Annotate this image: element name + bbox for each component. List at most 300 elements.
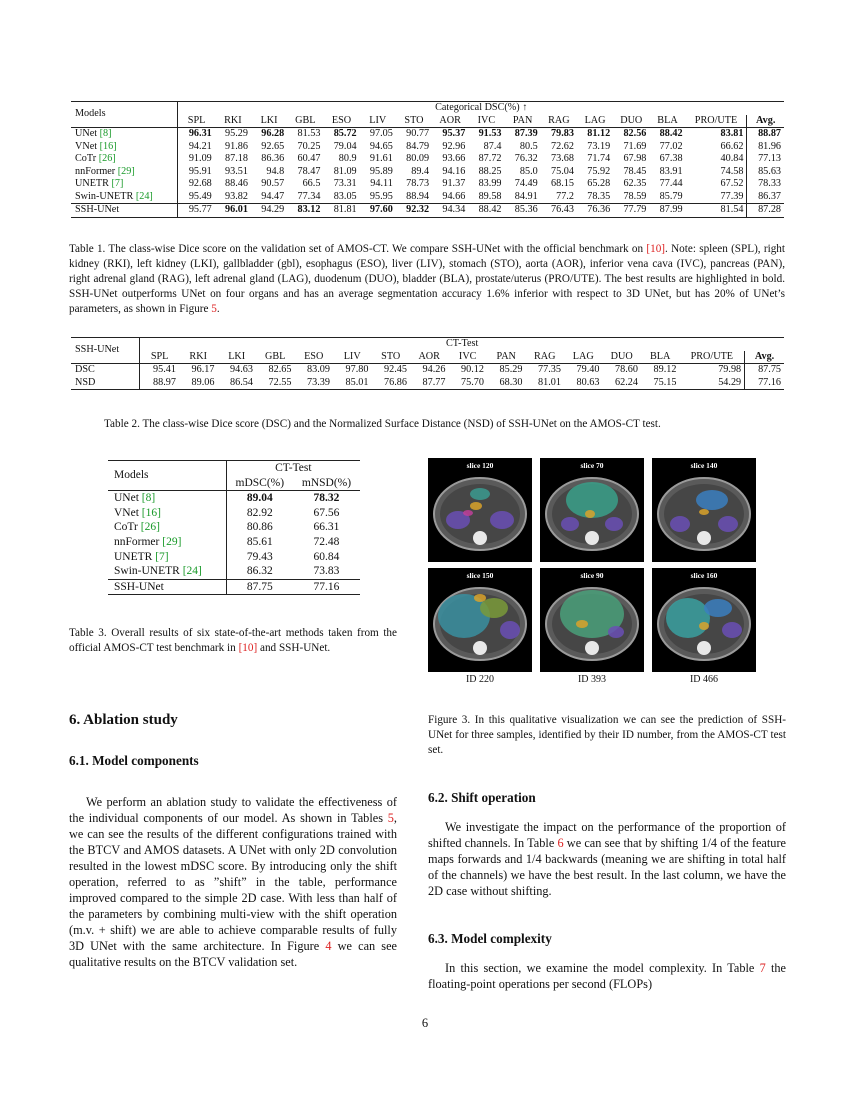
column-header: LKI [251, 115, 287, 128]
model-name: UNet [114, 492, 139, 505]
value-cell: 80.86 [246, 521, 273, 534]
value-cell: 72.48 [313, 535, 340, 548]
column-header: SPL [178, 115, 215, 128]
ct-slice-image [428, 458, 532, 562]
value-cell: 87.72 [478, 153, 502, 164]
model-cell [108, 491, 226, 506]
column-header: RAG [525, 351, 564, 364]
value-cell: 86.32 [246, 565, 273, 578]
citation-link[interactable]: [24] [135, 190, 153, 202]
value-cell: 86.54 [217, 377, 256, 390]
caption-text: . Note: spleen (SPL), right kidney (RKI), left kidney (LKI), gallbladder (gbl), esophagus (ESO), liver (LIV), stomach (STO), aorta (AOR), inferior vena cava (IVC), pancreas (PAN), right adrenal gland (RAG), left adrenal gland (LAG), duodenum (DUO), bladder (BLA), prostate/uterus (PRO/UTE). The best results are highlighted in bold. SSH-UNet outperforms UNet on four organs and has an average segmentation accuracy 1.6% inferior with respect to 3D UNet, but has 20% of UNet’s parameters, as shown in Figure [69, 243, 786, 315]
paragraph-text: We perform an ablation study to validate the effectiveness of the individual components of our model. As shown in Tables [69, 795, 397, 825]
value-cell: 72.62 [551, 140, 574, 152]
paragraph-shift-operation [428, 819, 786, 899]
model-name: UNet [75, 128, 98, 139]
column-header: BLA [641, 351, 680, 364]
model-cell [108, 564, 226, 579]
value-cell: 87.28 [747, 204, 784, 218]
value-cell: 73.31 [333, 178, 357, 189]
value-cell: 86.37 [747, 191, 784, 204]
table-row [108, 579, 360, 595]
value-cell: 77.02 [659, 140, 683, 152]
value-cell: 95.89 [369, 165, 393, 177]
model-cell [108, 579, 226, 595]
model-name: nnFormer [114, 535, 160, 548]
value-cell: 79.40 [576, 364, 600, 375]
value-cell: 76.43 [541, 204, 577, 218]
table-header-row [71, 102, 784, 115]
model-cell [71, 178, 178, 191]
metric-cell: NSD [71, 377, 140, 390]
table-row [71, 166, 784, 179]
model-name: VNet [114, 506, 139, 519]
value-cell: 80.5 [519, 140, 538, 152]
value-cell: 92.96 [442, 140, 466, 152]
value-cell: 83.05 [333, 190, 357, 202]
table-link[interactable]: 7 [759, 961, 766, 975]
value-cell: 89.06 [179, 377, 218, 390]
value-cell: 77.44 [659, 178, 683, 189]
value-cell: 94.66 [442, 190, 466, 202]
paragraph-text: , we can see the results of the different configurations trained with the BTCV and AMOS datasets. A UNet with only 2D convolution resulted in the lowest mDSC score. By introducing only the shift operation, referred to as ”shift” in the table, performance improved compared to the simple 2D case. With less than half of the parameters by combining multi-view with the shift operation (m.v. + shift) we are able to achieve comparable results of fully 3D UNet with the same architecture. In Figure [69, 811, 397, 953]
column-header: DUO [613, 115, 649, 128]
table-row [71, 153, 784, 166]
value-cell: 83.09 [307, 364, 330, 375]
value-cell: 71.74 [587, 153, 611, 164]
value-cell: 88.42 [659, 128, 683, 139]
value-cell: 94.8 [266, 165, 285, 177]
value-cell: 75.92 [587, 165, 611, 177]
value-cell: 88.97 [140, 377, 179, 390]
column-header: SPL [140, 351, 179, 364]
value-cell: 77.16 [293, 579, 360, 595]
value-cell: 96.31 [188, 128, 212, 139]
value-cell: 88.42 [468, 204, 504, 218]
slice-label: slice 160 [690, 571, 718, 580]
value-cell: 95.95 [369, 190, 393, 202]
model-cell [108, 520, 226, 535]
caption-text: Table 2. The class-wise Dice score (DSC) and the Normalized Surface Distance (NSD) of SSH-UNet on the AMOS-CT test. [104, 418, 661, 430]
column-header: mNSD(%) [293, 476, 360, 491]
table-row [71, 377, 784, 390]
column-header: ESO [323, 115, 359, 128]
model-name: Swin-UNETR [75, 190, 134, 202]
slice-label: slice 140 [690, 461, 718, 470]
page-number: 6 [421, 1016, 429, 1030]
value-cell: 75.70 [448, 377, 487, 390]
table-row [71, 204, 784, 218]
value-cell: 67.56 [313, 506, 340, 519]
value-cell: 85.36 [505, 204, 541, 218]
model-cell [108, 535, 226, 550]
value-cell: 91.37 [442, 178, 466, 189]
table-row [71, 364, 784, 377]
column-header: RAG [541, 115, 577, 128]
table-header-row [71, 338, 784, 351]
value-cell: 87.75 [745, 364, 784, 377]
value-cell: 60.47 [297, 153, 321, 164]
value-cell: 79.04 [333, 140, 357, 152]
paragraph-model-components [69, 794, 397, 970]
value-cell: 85.0 [519, 165, 538, 177]
value-cell: 94.16 [442, 165, 466, 177]
value-cell: 81.01 [525, 377, 564, 390]
column-header: mDSC(%) [226, 476, 293, 491]
value-cell: 95.77 [178, 204, 215, 218]
value-cell: 94.63 [230, 364, 253, 375]
citation-link[interactable]: [26] [140, 521, 160, 534]
value-cell: 85.61 [246, 535, 273, 548]
value-cell: 67.38 [659, 153, 683, 164]
citation-link[interactable]: [7] [111, 178, 124, 189]
value-cell: 97.80 [345, 364, 369, 375]
value-cell: 78.45 [623, 165, 647, 177]
value-cell: 88.46 [225, 178, 248, 189]
model-cell [108, 550, 226, 565]
citation-link[interactable]: [29] [117, 165, 135, 177]
value-cell: 85.72 [333, 128, 357, 139]
value-cell: 62.24 [602, 377, 641, 390]
column-header: IVC [448, 351, 487, 364]
value-cell: 80.63 [564, 377, 603, 390]
subsection-title: 6.1. Model components [69, 753, 199, 768]
paragraph-text: In this section, we examine the model complexity. In Table [445, 961, 760, 975]
value-cell: 78.35 [587, 190, 611, 202]
value-cell: 95.29 [225, 128, 248, 139]
column-header: ESO [294, 351, 333, 364]
table-row [71, 128, 784, 141]
models-header: Models [108, 461, 226, 491]
value-cell: 89.4 [411, 165, 430, 177]
citation-link[interactable]: [16] [141, 506, 161, 519]
value-cell: 86.36 [261, 153, 285, 164]
citation-link[interactable]: [8] [141, 492, 156, 505]
table-row [108, 550, 360, 565]
figure-3-caption [428, 713, 786, 758]
value-cell: 93.82 [225, 190, 248, 202]
column-header: RKI [215, 115, 251, 128]
slice-label: slice 150 [466, 571, 494, 580]
slice-label: slice 90 [580, 571, 604, 580]
metric-cell: DSC [71, 364, 140, 377]
value-cell: 93.66 [442, 153, 466, 164]
value-cell: 83.81 [720, 128, 744, 139]
paragraph-text: we can see qualitative results on the BTCV validation set. [69, 939, 398, 969]
sample-id-label: ID 220 [465, 674, 495, 685]
value-cell: 83.91 [659, 165, 683, 177]
corner-header: SSH-UNet [71, 338, 140, 364]
column-header: PAN [487, 351, 526, 364]
sample-id-label: ID 393 [577, 674, 607, 685]
value-cell: 66.62 [720, 140, 744, 152]
model-name: SSH-UNet [75, 204, 120, 215]
value-cell: 54.29 [679, 377, 744, 390]
table-row [71, 141, 784, 154]
subsection-title: 6.2. Shift operation [428, 790, 536, 805]
paragraph-text: the floating-point operations per second (FLOPs) [428, 961, 786, 991]
caption-text: . [216, 303, 220, 315]
figure-3 [428, 458, 786, 688]
table-header-row [108, 461, 360, 476]
value-cell: 97.05 [369, 128, 393, 139]
value-cell: 77.35 [538, 364, 561, 375]
model-name: UNETR [114, 550, 153, 563]
value-cell: 77.2 [556, 190, 574, 202]
caption-text: Table 3. Overall results of six state-of-the-art methods taken from the official AMOS-CT test benchmark in [69, 627, 397, 654]
column-header: DUO [602, 351, 641, 364]
caption-text: and SSH-UNet. [257, 642, 331, 654]
value-cell: 95.37 [442, 128, 466, 139]
value-cell: 87.75 [226, 579, 293, 595]
column-header: AOR [410, 351, 449, 364]
value-cell: 94.21 [188, 140, 212, 152]
group-header: Categorical DSC(%) ↑ [178, 102, 784, 115]
value-cell: 73.39 [294, 377, 333, 390]
ct-slice-image [652, 568, 756, 672]
value-cell: 79.98 [718, 364, 742, 375]
value-cell: 40.84 [720, 153, 744, 164]
value-cell: 91.61 [369, 153, 393, 164]
column-header: GBL [287, 115, 323, 128]
value-cell: 66.31 [313, 521, 340, 534]
value-cell: 95.41 [153, 364, 176, 375]
table-row [71, 191, 784, 204]
value-cell: 77.79 [613, 204, 649, 218]
value-cell: 91.86 [225, 140, 248, 152]
table-row [108, 491, 360, 506]
value-cell: 81.53 [297, 128, 321, 139]
value-cell: 85.79 [659, 190, 683, 202]
value-cell: 83.99 [478, 178, 502, 189]
column-header: LAG [577, 115, 613, 128]
figure-link[interactable]: 5 [211, 303, 217, 315]
column-header: Avg. [745, 351, 784, 364]
table-link[interactable]: 6 [557, 836, 564, 850]
model-cell [71, 166, 178, 179]
slice-label: slice 120 [466, 461, 494, 470]
group-header: CT-Test [226, 461, 360, 476]
column-header: PRO/UTE [686, 115, 747, 128]
ct-slice-image [428, 568, 532, 672]
value-cell: 82.92 [246, 506, 273, 519]
citation-link[interactable]: [10] [646, 243, 666, 255]
value-cell: 85.01 [333, 377, 372, 390]
value-cell: 89.12 [653, 364, 677, 375]
table-row [108, 506, 360, 521]
value-cell: 85.63 [747, 166, 784, 179]
table-2-caption [104, 417, 784, 432]
value-cell: 77.34 [297, 190, 321, 202]
model-name: nnFormer [75, 165, 116, 177]
value-cell: 94.29 [251, 204, 287, 218]
value-cell: 94.65 [369, 140, 393, 152]
value-cell: 81.09 [333, 165, 357, 177]
group-header: CT-Test [140, 338, 784, 351]
value-cell: 87.18 [225, 153, 248, 164]
table-1-caption [69, 242, 785, 317]
value-cell: 76.32 [514, 153, 538, 164]
value-cell: 88.87 [747, 128, 784, 141]
value-cell: 96.17 [191, 364, 215, 375]
model-cell [108, 506, 226, 521]
value-cell: 67.52 [720, 178, 744, 189]
subsection-title: 6.3. Model complexity [428, 931, 552, 946]
table-row [108, 564, 360, 579]
table-3 [108, 460, 360, 595]
value-cell: 73.83 [313, 565, 340, 578]
slice-label: slice 70 [580, 461, 604, 470]
value-cell: 88.25 [478, 165, 502, 177]
citation-link[interactable]: [7] [155, 550, 169, 563]
value-cell: 74.49 [514, 178, 538, 189]
model-name: Swin-UNETR [114, 565, 180, 578]
caption-text: Figure 3. In this qualitative visualization we can see the prediction of SSH-UNet for three samples, identified by their ID number, from the AMOS-CT test set. [428, 714, 786, 756]
model-name: CoTr [114, 521, 138, 534]
value-cell: 94.26 [422, 364, 446, 375]
citation-link[interactable]: [24] [182, 565, 202, 578]
value-cell: 88.94 [406, 190, 430, 202]
column-header: Avg. [747, 115, 784, 128]
value-cell: 76.86 [371, 377, 410, 390]
column-header: AOR [432, 115, 468, 128]
column-header: STO [371, 351, 410, 364]
column-header: BLA [649, 115, 685, 128]
value-cell: 60.84 [313, 550, 340, 563]
paragraph-model-complexity [428, 960, 786, 992]
value-cell: 85.29 [499, 364, 523, 375]
model-cell [71, 141, 178, 154]
value-cell: 90.12 [461, 364, 484, 375]
value-cell: 96.28 [261, 128, 285, 139]
model-name: UNETR [75, 178, 109, 189]
value-cell: 75.04 [551, 165, 574, 177]
value-cell: 82.65 [268, 364, 292, 375]
value-cell: 78.59 [623, 190, 647, 202]
citation-link[interactable]: [8] [99, 128, 112, 139]
value-cell: 91.53 [478, 128, 502, 139]
value-cell: 80.09 [406, 153, 430, 164]
value-cell: 90.77 [406, 128, 430, 139]
column-header: PRO/UTE [679, 351, 744, 364]
value-cell: 67.98 [623, 153, 647, 164]
column-header: GBL [256, 351, 295, 364]
column-header: RKI [179, 351, 218, 364]
table-link[interactable]: 5 [387, 811, 394, 825]
value-cell: 82.56 [623, 128, 647, 139]
value-cell: 92.45 [384, 364, 407, 375]
value-cell: 90.57 [261, 178, 285, 189]
value-cell: 87.99 [649, 204, 685, 218]
paragraph-text: We investigate the impact on the performance of the proportion of shifted channels. In Table [428, 820, 786, 850]
ct-slice-image [540, 568, 644, 672]
table-2 [71, 337, 784, 390]
value-cell: 87.4 [483, 140, 502, 152]
value-cell: 84.79 [406, 140, 430, 152]
column-header: LIV [360, 115, 396, 128]
value-cell: 72.55 [256, 377, 295, 390]
value-cell: 92.32 [396, 204, 432, 218]
value-cell: 89.58 [478, 190, 502, 202]
value-cell: 89.04 [246, 492, 273, 505]
value-cell: 81.54 [686, 204, 747, 218]
value-cell: 91.09 [188, 153, 212, 164]
column-header: IVC [468, 115, 504, 128]
column-header: LKI [217, 351, 256, 364]
citation-link[interactable]: [26] [98, 153, 116, 164]
value-cell: 74.58 [720, 165, 744, 177]
value-cell: 94.47 [261, 190, 285, 202]
value-cell: 81.12 [587, 128, 611, 139]
value-cell: 79.43 [246, 550, 273, 563]
value-cell: 78.32 [313, 492, 340, 505]
value-cell: 78.47 [297, 165, 321, 177]
column-header: LAG [564, 351, 603, 364]
ct-slice-image [652, 458, 756, 562]
value-cell: 81.96 [747, 141, 784, 154]
value-cell: 87.39 [514, 128, 538, 139]
value-cell: 73.68 [551, 153, 574, 164]
sample-id-label: ID 466 [689, 674, 719, 685]
citation-link[interactable]: [10] [238, 642, 258, 654]
figure-link[interactable]: 4 [325, 939, 332, 953]
value-cell: 77.13 [747, 153, 784, 166]
table-row [71, 178, 784, 191]
models-header: Models [71, 102, 178, 128]
section-title: 6. Ablation study [69, 712, 178, 728]
model-cell [71, 153, 178, 166]
value-cell: 66.5 [302, 178, 321, 189]
value-cell: 76.36 [577, 204, 613, 218]
value-cell: 77.16 [745, 377, 784, 390]
column-header-row [71, 115, 784, 128]
value-cell: 96.01 [215, 204, 251, 218]
value-cell: 78.73 [406, 178, 430, 189]
value-cell: 71.69 [623, 140, 647, 152]
citation-link[interactable]: [29] [162, 535, 182, 548]
caption-text: Table 1. The class-wise Dice score on the validation set of AMOS-CT. We compare SSH-UNet with the official benchmark on [69, 243, 647, 255]
value-cell: 65.28 [587, 178, 611, 189]
value-cell: 81.81 [323, 204, 359, 218]
value-cell: 94.34 [432, 204, 468, 218]
value-cell: 95.49 [188, 190, 212, 202]
column-header: STO [396, 115, 432, 128]
value-cell: 78.33 [747, 178, 784, 191]
citation-link[interactable]: [16] [99, 140, 117, 152]
value-cell: 68.15 [551, 178, 574, 189]
value-cell: 75.15 [641, 377, 680, 390]
table-3-caption [69, 626, 397, 656]
paragraph-text: we can see that by shifting 1/4 of the feature maps forwards and 1/4 backwards (meaning we are shifting in total half of the channels) we have the best result. In the last column, we have the 2D case without shifting. [428, 836, 786, 898]
value-cell: 70.25 [297, 140, 321, 152]
value-cell: 87.77 [410, 377, 449, 390]
value-cell: 92.68 [188, 178, 212, 189]
value-cell: 79.83 [551, 128, 574, 139]
model-cell [71, 128, 178, 141]
model-cell [71, 204, 178, 218]
value-cell: 95.91 [188, 165, 212, 177]
model-name: SSH-UNet [114, 580, 164, 593]
value-cell: 92.65 [261, 140, 285, 152]
value-cell: 80.9 [338, 153, 357, 164]
value-cell: 77.39 [720, 190, 744, 202]
column-header: PAN [505, 115, 541, 128]
value-cell: 94.11 [370, 178, 393, 189]
model-name: CoTr [75, 153, 97, 164]
ct-slice-image [540, 458, 644, 562]
value-cell: 62.35 [623, 178, 647, 189]
table-1 [71, 101, 784, 218]
